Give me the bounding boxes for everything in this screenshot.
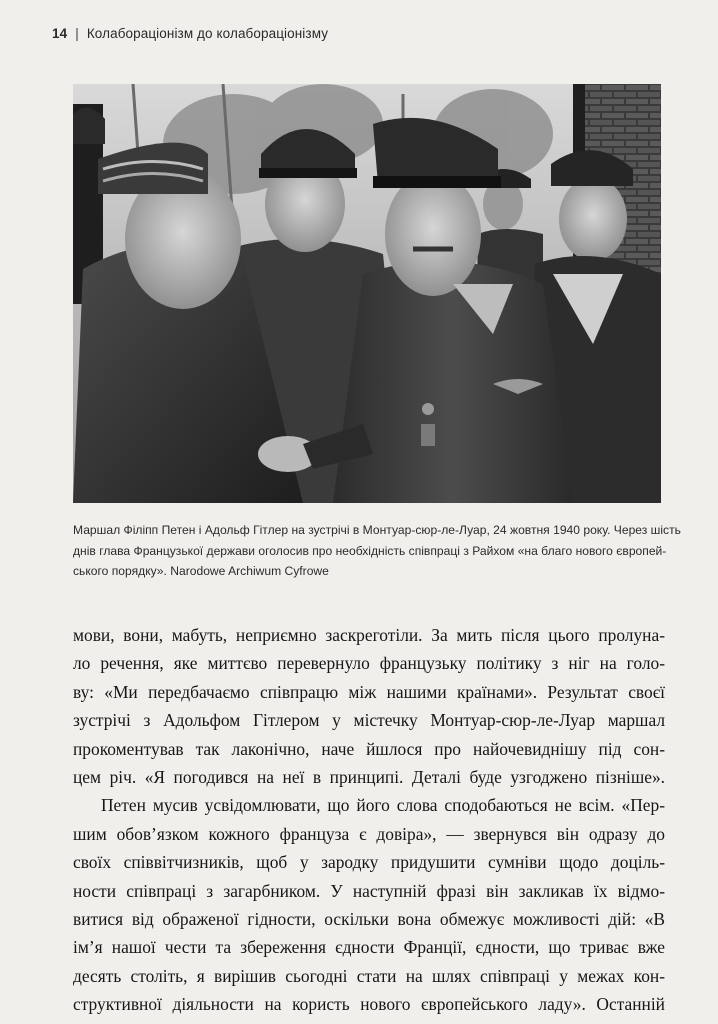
body-line: структивної діяльности на користь нового європейського ладу». Останній [73,994,665,1015]
caption-line: ського порядку». Narodowe Archiwum Cyfrowe [73,564,329,578]
body-line: прокоментував так лаконічно, наче йшлося про найочевиднішу під сон- [73,738,665,759]
body-text [73,621,665,1019]
header-separator: | [75,26,79,41]
body-line: ности співпраці з загарбником. У наступній фразі він закликав їх відмо- [73,880,665,901]
historical-photograph [73,84,661,503]
caption-line: днів глава Французької держави оголосив про необхідність співпраці з Райхом «на благо нового європей- [73,543,667,558]
photo-caption [73,520,681,582]
body-line: зустрічі з Адольфом Гітлером у містечку Монтуар-сюр-ле-Луар маршал [73,710,665,731]
body-line: Петен мусив усвідомлювати, що його слова сподобаються не всім. «Пер- [101,795,665,816]
body-line: ім’я нашої чести та збереження єдности Франції, єдности, що триває вже [73,937,665,958]
body-line: ву: «Ми передбачаємо співпрацю між нашими країнами». Результат своєї [73,681,665,702]
body-line: своїх співвітчизників, щоб у зародку придушити сумніви щодо доціль- [73,852,665,873]
running-header [52,26,328,41]
body-line: витися від ображеної гідности, оскільки вона обмежує можливості дій: «В [73,909,665,930]
body-line: мови, вони, мабуть, неприємно заскреготіли. За мить після цього пролуна- [73,625,665,645]
page-number: 14 [52,26,68,41]
running-title: Колабораціонізм до колабораціонізму [86,26,329,41]
body-line: десять століть, я вирішив сьогодні стати на шлях співпраці у межах кон- [73,965,665,986]
body-line: цем річ. «Я погодився на неї в принципі. Деталі буде узгоджено пізніше». [73,767,665,788]
caption-line: Маршал Філіпп Петен і Адольф Гітлер на зустрічі в Монтуар-сюр-ле-Луар, 24 жовтня 1940 року. Через шість [73,523,681,537]
body-line: ло речення, яке миттєво перевернуло французьку політику з ніг на голо- [73,653,665,674]
body-line: шим обов’язком кожного француза є довіра», — звернувся він одразу до [73,823,665,844]
